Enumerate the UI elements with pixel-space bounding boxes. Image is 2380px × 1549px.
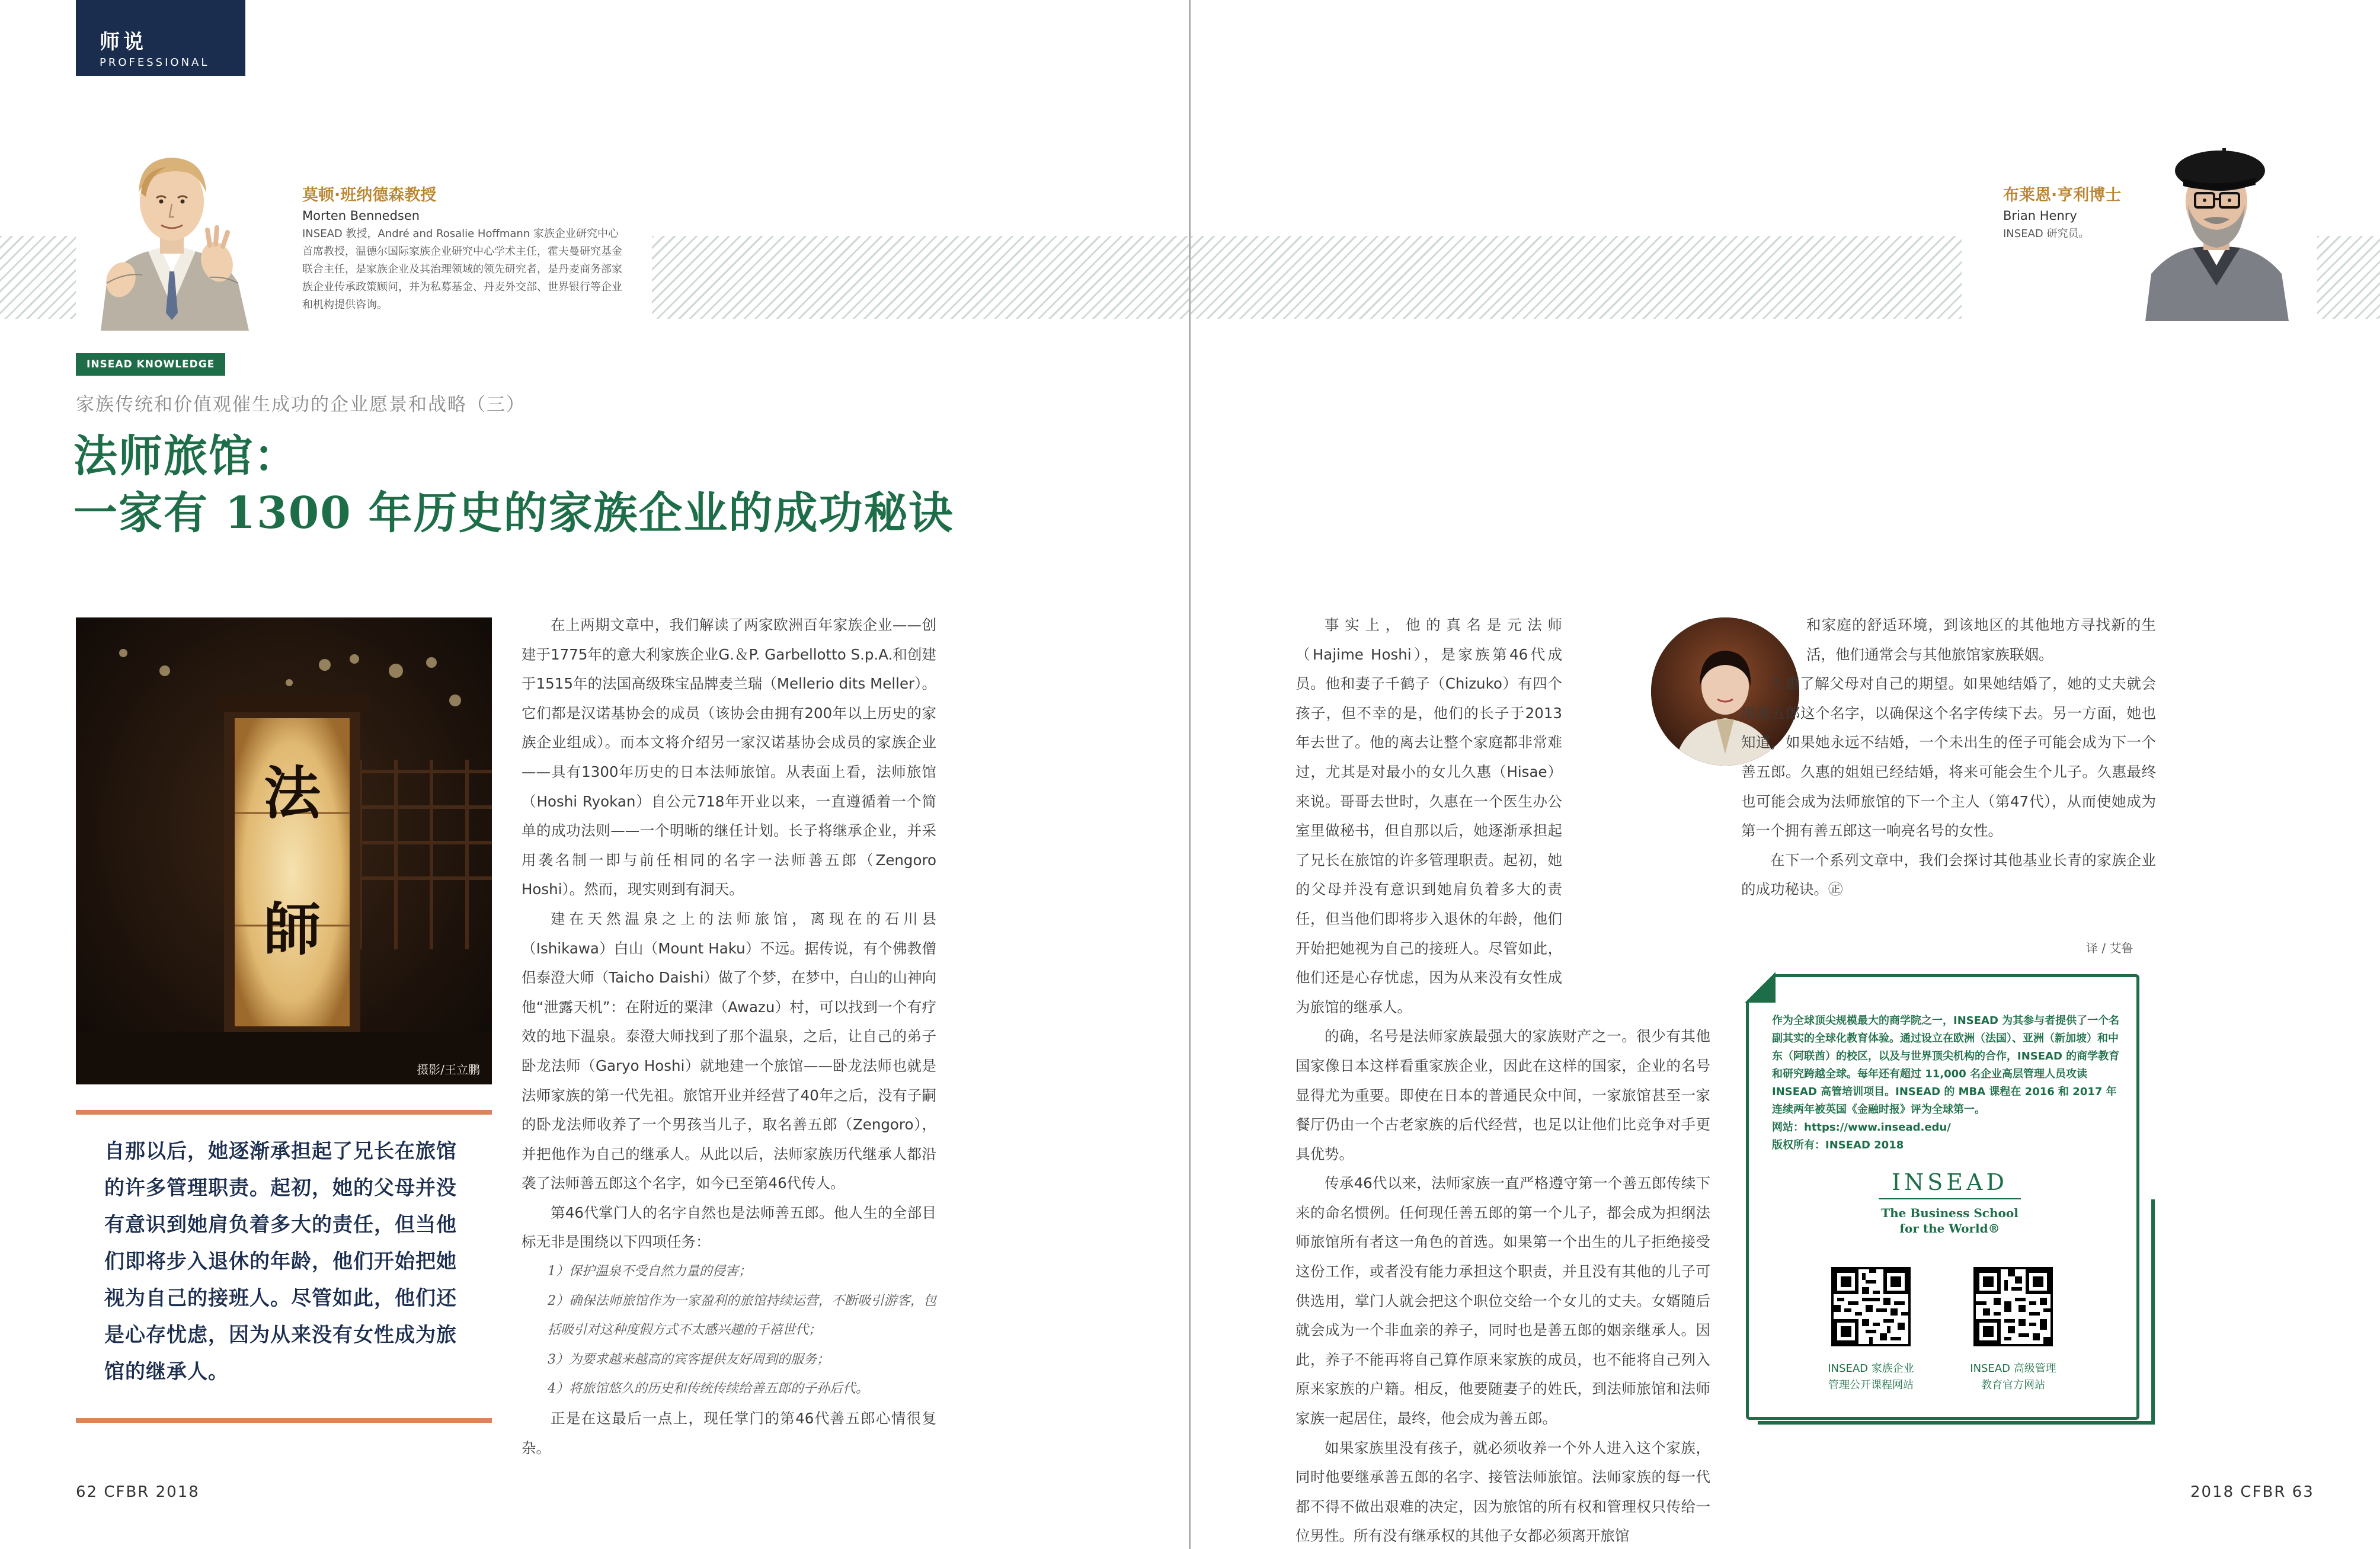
insead-logo-rule — [1879, 1198, 2021, 1199]
insead-logo-tagline-1: The Business School — [1881, 1206, 2018, 1220]
section-tag — [76, 0, 245, 76]
insead-knowledge-tag: INSEAD KNOWLEDGE — [76, 353, 225, 376]
pull-quote: 自那以后，她逐渐承担起了兄长在旅馆的许多管理职责。起初，她的父母并没有意识到她肩负着多大的责任，但当他们即将步入退休的年龄，他们开始把她视为自己的接班人。尽管如此，他们还是心存忧虑，因为从来没有女性成为旅馆的继承人。 — [104, 1140, 457, 1384]
paragraph: 的确，名号是法师家族最强大的家族财产之一。很少有其他国家像日本这样看重家族企业，因此在这样的国家，企业的名号显得尤为重要。即使在日本的普通民众中间，一家旅馆甚至一家餐厅仍由一个古老家族的后代经营，也足以让他们比竞争对手更具优势。 — [1295, 1028, 1710, 1163]
author-name-en: Brian Henry — [2003, 209, 2077, 223]
task-list-item: 4）将旅馆悠久的历史和传统传续给善五郎的子孙后代。 — [548, 1381, 869, 1397]
insead-logo-tagline-2: for the World® — [1899, 1221, 2000, 1236]
author-bio: INSEAD 研究员。 — [2003, 228, 2090, 240]
translator-credit: 译 / 艾鲁 — [2086, 941, 2133, 955]
insead-description — [1772, 1012, 2122, 1154]
page-title-line-1: 法师旅馆： — [73, 431, 299, 482]
author-name-en: Morten Bennedsen — [302, 209, 420, 223]
task-list-item: 2）确保法师旅馆作为一家盈利的旅馆持续运营，不断吸引游客，包括吸引对这种度假方式不太感兴趣的千禧世代； — [548, 1293, 936, 1338]
qr-code-icon[interactable] — [1973, 1267, 2053, 1346]
paragraph: 正是在这最后一点上，现任掌门的第46代善五郎心情很复杂。 — [522, 1410, 936, 1457]
paragraph — [1741, 846, 2156, 904]
hatch-band — [652, 236, 1189, 319]
paragraph: 事实上，他的真名是元法师（Hajime Hoshi），是家族第46代成员。他和妻子千鹤子（Chizuko）有四个孩子，但不幸的是，他们的长子于2013年去世了。他的离去让整个家庭都非常难过，尤其是对最小的女儿久惠（Hisae）来说。哥哥去世时，久惠在一个医生办公室里做秘书，但自那以后，她逐渐承担起了兄长在旅馆的许多管理职责。起初，她的父母并没有意识到她肩负着多大的责任，但当他们即将步入退休的年龄，他们开始把她视为自己的接班人。尽管如此，他们还是心存忧虑，因为从来没有女性成为旅馆的继承人。 — [1295, 616, 1562, 1016]
task-list-item: 1）保护温泉不受自然力量的侵害； — [548, 1264, 751, 1279]
paragraph: 建在天然温泉之上的法师旅馆，离现在的石川县（Ishikawa）白山（Mount Haku）不远。据传说，有个佛教僧侣泰澄大师（Taicho Daishi）做了个梦，在梦中，白山的山神向他“泄露天机”：在附近的粟津（Awazu）村，可以找到一个有疗效的地下温泉。泰澄大师找到了那个温泉，之后，让自己的弟子卧龙法师（Garyo Hoshi）就地建一个旅馆——卧龙法师也就是法师家族的第一代先祖。旅馆开业并经营了40年之后，没有子嗣的卧龙法师收养了一个男孩当儿子，取名善五郎（Zengoro），并把他作为自己的继承人。从此以后，法师家族历代继承人都沿袭了法师善五郎这个名字，如今已至第46代传人。 — [522, 910, 936, 1192]
hatch-band — [0, 236, 76, 319]
section-tag-cn: 师说 — [100, 30, 147, 54]
qr-code-icon[interactable] — [1831, 1267, 1911, 1346]
page-spine — [1189, 0, 1191, 1549]
task-list-item: 3）为要求越来越高的宾客提供友好周到的服务； — [548, 1352, 830, 1367]
author-bio: INSEAD 教授，André and Rosalie Hoffmann 家族企业研究中心首席教授，温德尔国际家族企业研究中心学术主任，霍夫曼研究基金联合主任，是家族企业及其治理领域的领先研究者，是丹麦商务部家族企业传承政策顾问，并为私募基金、丹麦外交部、世界银行等企业和机构提供咨询。 — [302, 228, 622, 311]
page-number-left: 62 CFBR 2018 — [76, 1483, 200, 1501]
qr-label-line: INSEAD 高级管理 — [1970, 1362, 2056, 1375]
lantern-char-1: 法 — [264, 760, 321, 827]
qr-label-family-business — [1806, 1361, 1936, 1394]
hatch-band — [2317, 236, 2380, 319]
portrait-brian-henry — [2133, 132, 2299, 321]
insead-logo-word: INSEAD — [1892, 1169, 2008, 1195]
author-block-morten — [302, 185, 622, 314]
paragraph: 在上两期文章中，我们解读了两家欧洲百年家族企业——创建于1775年的意大利家族企业G.＆P. Garbellotto S.p.A.和创建于1515年的法国高级珠宝品牌麦兰瑞（Mellerio dits Meller）。它们都是汉诺基协会的成员（该协会由拥有200年以上历史的家族企业组成）。而本文将介绍另一家汉诺基协会成员的家族企业——具有1300年历史的日本法师旅馆。从表面上看，法师旅馆（Hoshi Ryokan）自公元718年开业以来，一直遵循着一个简单的成功法则——一个明晰的继任计划。长子将继承企业，并采用袭名制一即与前任相同的名字一法师善五郎（Zengoro Hoshi）。然而，现实则到有洞天。 — [522, 616, 936, 898]
pull-quote-rule — [76, 1110, 492, 1115]
insead-website[interactable]: 网站：https://www.insead.edu/ — [1772, 1121, 1951, 1134]
paragraph-text: 在下一个系列文章中，我们会探讨其他基业长青的家族企业的成功秘诀。 — [1741, 851, 2156, 898]
section-tag-en: PROFESSIONAL — [100, 56, 210, 69]
article-column-1 — [522, 610, 936, 1462]
paragraph: 久惠了解父母对自己的期望。如果她结婚了，她的丈夫就会用善五郎这个名字，以确保这个名字传续下去。另一方面，她也知道，如果她永远不结婚，一个未出生的侄子可能会成为下一个善五郎。久惠的姐姐已经结婚，将来可能会生个儿子。久惠最终也可能会成为法师旅馆的下一个主人（第47代），从而使她成为第一个拥有善五郎这一响亮名号的女性。 — [1741, 675, 2156, 840]
article-column-2 — [1295, 610, 1710, 1549]
insead-copyright: 版权所有：INSEAD 2018 — [1772, 1139, 1904, 1151]
paragraph: 传承46代以来，法师家族一直严格遵守第一个善五郎传续下来的命名惯例。任何现任善五郎的第一个儿子，都会成为担纲法师旅馆所有者这一角色的首选。如果第一个出生的儿子拒绝接受这份工作，或者没有能力承担这个职责，并且没有其他的儿子可供选用，掌门人就会把这个职位交给一个女儿的丈夫。女婿随后就会成为一个非血亲的养子，同时也是善五郎的姻亲继承人。因此，养子不能再将自己算作原来家族的成员，也不能将自己列入原来家族的户籍。相反，他要随妻子的姓氏，到法师旅馆和法师家族一起居住，最终，他会成为善五郎。 — [1295, 1174, 1710, 1428]
article-column-3 — [1741, 610, 2156, 904]
page-number-right: 2018 CFBR 63 — [2190, 1483, 2314, 1501]
series-title: 家族传统和价值观催生成功的企业愿景和战略（三） — [76, 394, 526, 415]
page-title — [73, 428, 954, 542]
page-title-line-2: 一家有 1300 年历史的家族企业的成功秘诀 — [73, 488, 954, 539]
paragraph: 第46代掌门人的名字自然也是法师善五郎。他人生的全部目标无非是围绕以下四项任务： — [522, 1204, 936, 1251]
hatch-band — [1191, 236, 1962, 319]
author-block-brian — [2003, 185, 2145, 243]
pull-quote-rule — [76, 1418, 492, 1423]
qr-label-executive-education — [1948, 1361, 2078, 1394]
insead-description-text: 作为全球顶尖规模最大的商学院之一，INSEAD 为其参与者提供了一个名副其实的全球化教育体验。通过设立在欧洲（法国）、亚洲（新加坡）和中东（阿联酋）的校区，以及与世界顶尖机构的合作，INSEAD 的商学教育和研究跨越全球。每年还有超过 11,000 名企业高层管理人员攻读 INSEAD 高管培训项目。INSEAD 的 MBA 课程在 2016 和 2017 年连续两年被英国《金融时报》评为全球第一。 — [1772, 1014, 2120, 1116]
portrait-morten-bennedsen — [83, 135, 267, 331]
insead-logo — [1855, 1169, 2045, 1236]
lantern-char-2: 師 — [264, 896, 321, 963]
qr-label-line: 教育官方网站 — [1981, 1379, 2045, 1391]
lantern-photo — [76, 617, 492, 1084]
author-name-cn: 莫顿·班纳德森教授 — [302, 186, 437, 204]
folded-corner-icon — [1745, 972, 1776, 1003]
paragraph: 和家庭的舒适环境，到该地区的其他地方寻找新的生活，他们通常会与其他旅馆家族联姻。 — [1806, 616, 2156, 663]
qr-label-line: INSEAD 家族企业 — [1828, 1362, 1914, 1375]
author-name-cn: 布莱恩·亨利博士 — [2003, 186, 2122, 204]
qr-label-line: 管理公开课程网站 — [1828, 1379, 1914, 1391]
end-mark-icon: ㊣ — [1828, 881, 1843, 898]
photo-credit: 摄影/王立鹏 — [417, 1062, 480, 1077]
paragraph: 如果家族里没有孩子，就必须收养一个外人进入这个家族，同时他要继承善五郎的名字、接管法师旅馆。法师家族的每一代都不得不做出艰难的决定，因为旅馆的所有权和管理权只传给一位男性。所有没有继承权的其他子女都必须离开旅馆 — [1295, 1439, 1710, 1545]
